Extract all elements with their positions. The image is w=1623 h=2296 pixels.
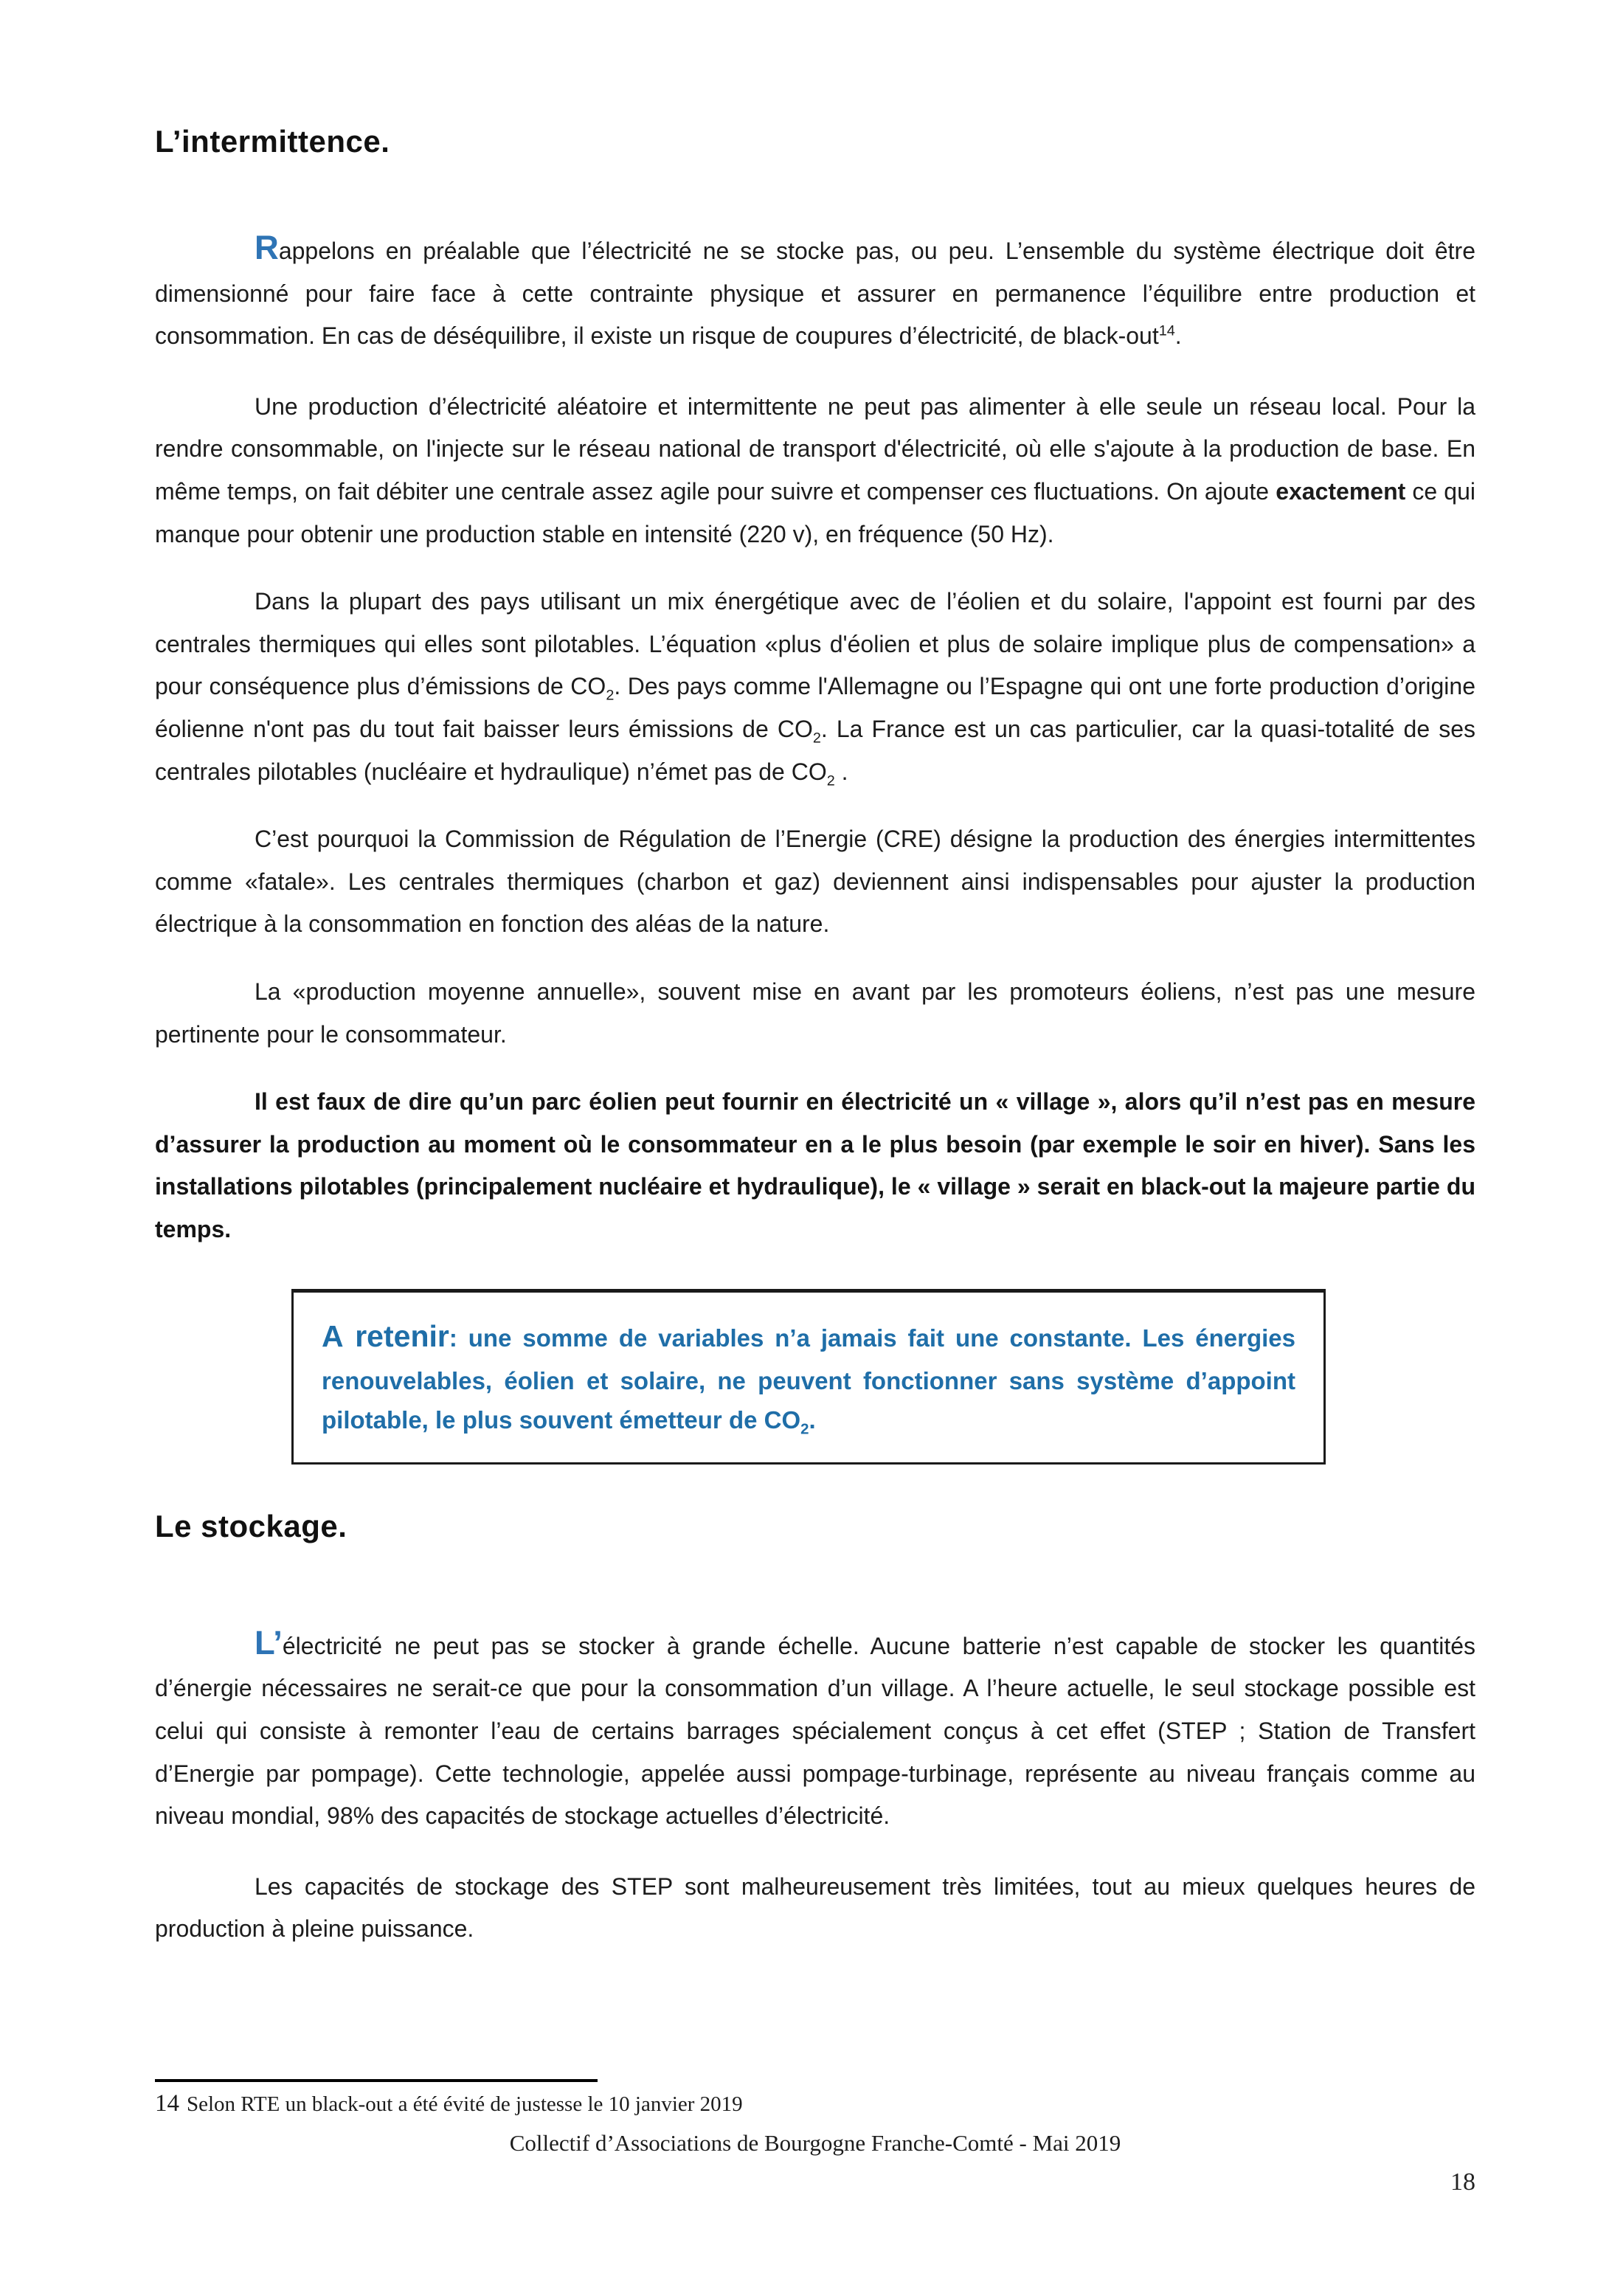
callout-box bbox=[291, 1289, 1326, 1464]
callout-lead: A retenir bbox=[322, 1319, 449, 1354]
footnote bbox=[155, 2088, 1475, 2120]
footnote-ref-14: 14 bbox=[1158, 322, 1175, 339]
paragraph-stockage-echelle bbox=[155, 1625, 1475, 1838]
callout-separator: : bbox=[449, 1324, 468, 1352]
section-title-stockage: Le stockage. bbox=[155, 1508, 347, 1543]
paragraph-text: . bbox=[834, 758, 848, 785]
paragraph-text: . Des pays comme l'Allemagne ou l’Espagne qui ont une forte production d’origine éolienne n'ont pas du tout fait baisser leurs émissions de CO bbox=[155, 673, 1476, 742]
footnote-separator-rule bbox=[155, 2079, 598, 2082]
co2-subscript: 2 bbox=[606, 687, 615, 704]
paragraph-rappelons bbox=[155, 230, 1475, 358]
page-footer bbox=[155, 2079, 1475, 2196]
footnote-text: Selon RTE un black-out a été évité de justesse le 10 janvier 2019 bbox=[187, 2092, 743, 2116]
paragraph-production-aleatoire bbox=[155, 386, 1475, 556]
paragraph-text: appelons en préalable que l’électricité ne se stocke pas, ou peu. L’ensemble du système électrique doit être dimensionné pour faire face à cette contrainte physique et assurer en permanence l’équilibre entre production et consommation. En cas de déséquilibre, il existe un risque de coupures d’électricité, de black-out bbox=[155, 238, 1475, 350]
callout-text: une somme de variables n’a jamais fait une constante. Les énergies renouvelables, éolien et solaire, ne peuvent fonctionner sans système d’appoint pilotable, le plus souvent émetteur de CO bbox=[322, 1324, 1295, 1434]
page-content bbox=[155, 124, 1475, 1979]
callout-text: . bbox=[809, 1406, 816, 1434]
footer-collective-line: Collectif d’Associations de Bourgogne Franche-Comté - Mai 2019 bbox=[509, 2129, 1121, 2156]
drop-cap-l: L’ bbox=[255, 1623, 283, 1662]
drop-cap-r: R bbox=[255, 229, 279, 266]
paragraph-text: ce qui manque pour obtenir une production stable en intensité (220 v), en fréquence (50 Hz). bbox=[155, 477, 1475, 547]
paragraph-production-moyenne: La «production moyenne annuelle», souvent mise en avant par les promoteurs éoliens, n’est pas une mesure pertinente pour le consommateur. bbox=[155, 978, 1475, 1048]
paragraph-text: Dans la plupart des pays utilisant un mix énergétique avec de l’éolien et du solaire, l'appoint est fourni par des centrales thermiques qui elles sont pilotables. L’équation «plus d'éolien et plus de solaire implique plus de compensation» a pour conséquence plus d’émissions de CO bbox=[155, 588, 1475, 700]
paragraph-text: électricité ne peut pas se stocker à grande échelle. Aucune batterie n’est capable de stocker les quantités d’énergie nécessaires ne serait-ce que pour la consommation d’un village. A l’heure actuelle, le seul stockage possible est celui qui consiste à remonter l’eau de certains barrages spécialement conçus à cet effet (STEP ; Station de Transfert d’Energie par pompage). Cette technologie, appelée aussi pompage-turbinage, représente au niveau français comme au niveau mondial, 98% des capacités de stockage actuelles d’électricité. bbox=[155, 1632, 1475, 1830]
paragraph-parc-eolien-village: Il est faux de dire qu’un parc éolien peut fournir en électricité un « village », alors qu’il n’est pas en mesure d’assurer la production au moment où le consommateur en a le plus besoin (par exemple le soir en hiver). Sans les installations pilotables (principalement nucléaire et hydraulique), le « village » serait en black-out la majeure partie du temps. bbox=[155, 1088, 1475, 1242]
paragraph-text: . bbox=[1174, 322, 1182, 350]
footnote-marker: 14 bbox=[155, 2090, 179, 2117]
co2-subscript: 2 bbox=[826, 772, 835, 789]
co2-subscript: 2 bbox=[812, 730, 821, 747]
callout-paragraph bbox=[322, 1312, 1295, 1439]
paragraph-mix-energetique bbox=[155, 581, 1475, 793]
co2-subscript: 2 bbox=[800, 1420, 809, 1438]
paragraph-capacites-step: Les capacités de stockage des STEP sont malheureusement très limitées, tout au mieux quelques heures de production à pleine puissance. bbox=[155, 1873, 1475, 1943]
bold-emphasis-exactement: exactement bbox=[1276, 477, 1406, 505]
paragraph-text: . La France est un cas particulier, car la quasi-totalité de ses centrales pilotables (nucléaire et hydraulique) n’émet pas de CO bbox=[155, 715, 1476, 785]
paragraph-cre-fatale: C’est pourquoi la Commission de Régulation de l’Energie (CRE) désigne la production des énergies intermittentes comme «fatale». Les centrales thermiques (charbon et gaz) deviennent ainsi indispensables pour ajuster la production électrique à la consommation en fonction des aléas de la nature. bbox=[155, 826, 1475, 938]
section-title-intermittence: L’intermittence. bbox=[155, 124, 390, 159]
page-number: 18 bbox=[1450, 2168, 1475, 2196]
paragraph-text: Une production d’électricité aléatoire et intermittente ne peut pas alimenter à elle seule un réseau local. Pour la rendre consommable, on l'injecte sur le réseau national de transport d'électricité, où elle s'ajoute à la production de base. En même temps, on fait débiter une centrale assez agile pour suivre et compenser ces fluctuations. On ajoute bbox=[155, 393, 1475, 505]
